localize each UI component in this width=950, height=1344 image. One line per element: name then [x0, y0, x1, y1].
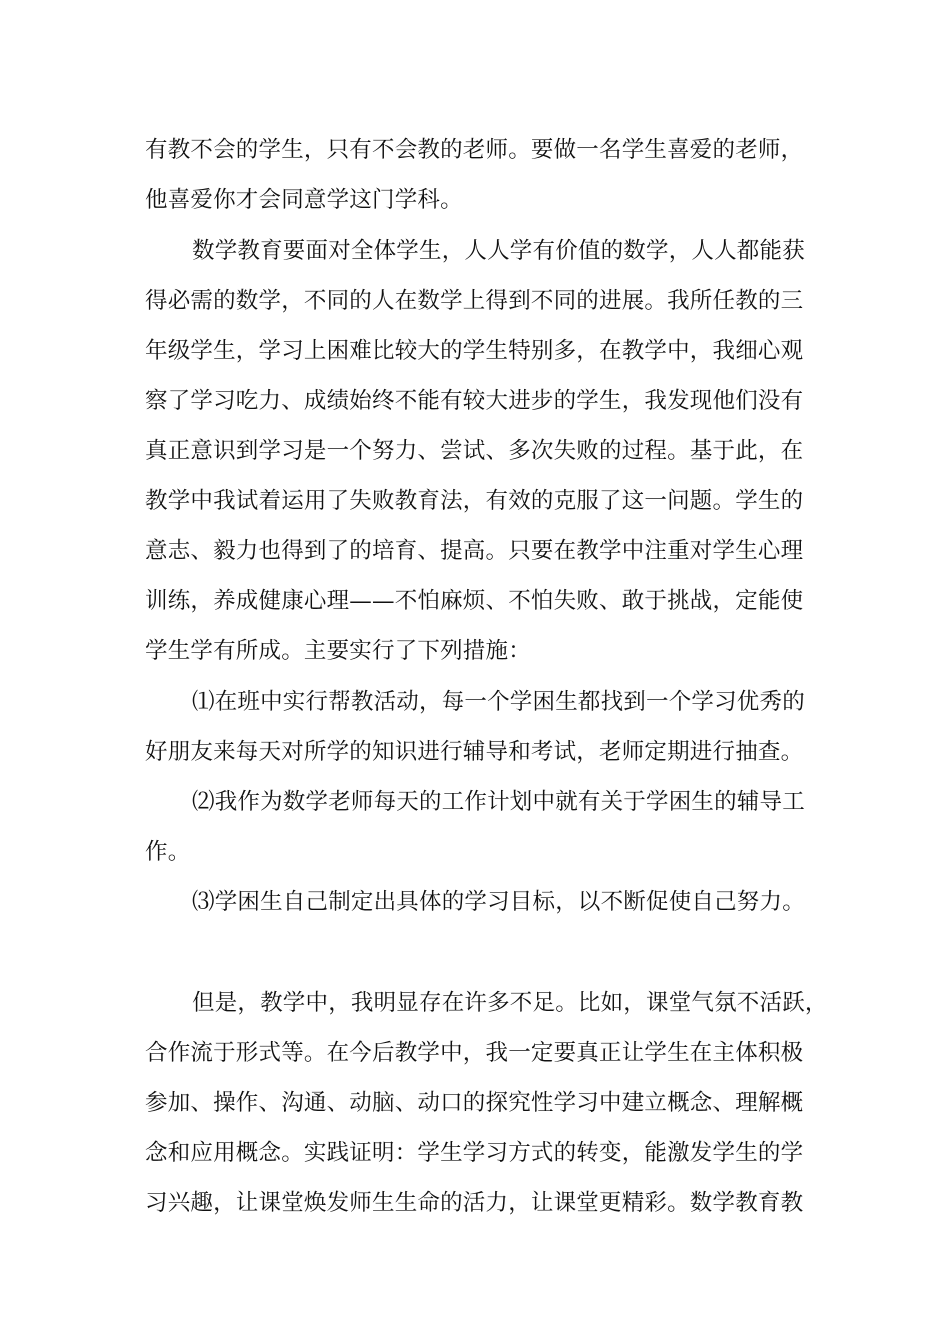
text-line: 教学中我试着运用了失败教育法，有效的克服了这一问题。学生的: [145, 488, 804, 514]
text-line: 念和应用概念。实践证明：学生学习方式的转变，能激发学生的学: [145, 1140, 804, 1166]
text-line: 训练，养成健康心理——不怕麻烦、不怕失败、敢于挑战，定能使: [145, 588, 804, 614]
text-line: 他喜爱你才会同意学这门学科。: [145, 187, 463, 213]
text-line: 习兴趣，让课堂焕发师生生命的活力，让课堂更精彩。数学教育教: [145, 1190, 804, 1216]
text-line: 有教不会的学生，只有不会教的老师。要做一名学生喜爱的老师，: [145, 137, 804, 163]
text-line: 学生学有所成。主要实行了下列措施：: [145, 638, 531, 664]
text-line: 年级学生，学习上困难比较大的学生特别多，在教学中，我细心观: [145, 338, 804, 364]
text-line: 好朋友来每天对所学的知识进行辅导和考试，老师定期进行抽查。: [145, 739, 804, 765]
text-line: 得必需的数学，不同的人在数学上得到不同的进展。我所任教的三: [145, 288, 804, 314]
text-line: 真正意识到学习是一个努力、尝试、多次失败的过程。基于此，在: [145, 438, 804, 464]
text-line: 作。: [145, 839, 191, 865]
list-item-first-line: ⑴在班中实行帮教活动，每一个学困生都找到一个学习优秀的: [192, 689, 805, 715]
text-line: 察了学习吃力、成绩始终不能有较大进步的学生，我发现他们没有: [145, 388, 804, 414]
text-line: 合作流于形式等。在今后教学中，我一定要真正让学生在主体积极: [145, 1040, 804, 1066]
text-line: 参加、操作、沟通、动脑、动口的探究性学习中建立概念、理解概: [145, 1090, 804, 1116]
paragraph-first-line: 数学教育要面对全体学生，人人学有价值的数学，人人都能获: [192, 238, 805, 264]
list-item-first-line: ⑵我作为数学老师每天的工作计划中就有关于学困生的辅导工: [192, 789, 805, 815]
text-line: 意志、毅力也得到了的培育、提高。只要在教学中注重对学生心理: [145, 538, 804, 564]
paragraph-first-line: 但是，教学中，我明显存在许多不足。比如，课堂气氛不活跃，: [192, 990, 828, 1016]
list-item-first-line: ⑶学困生自己制定出具体的学习目标，以不断促使自己努力。: [192, 889, 805, 915]
